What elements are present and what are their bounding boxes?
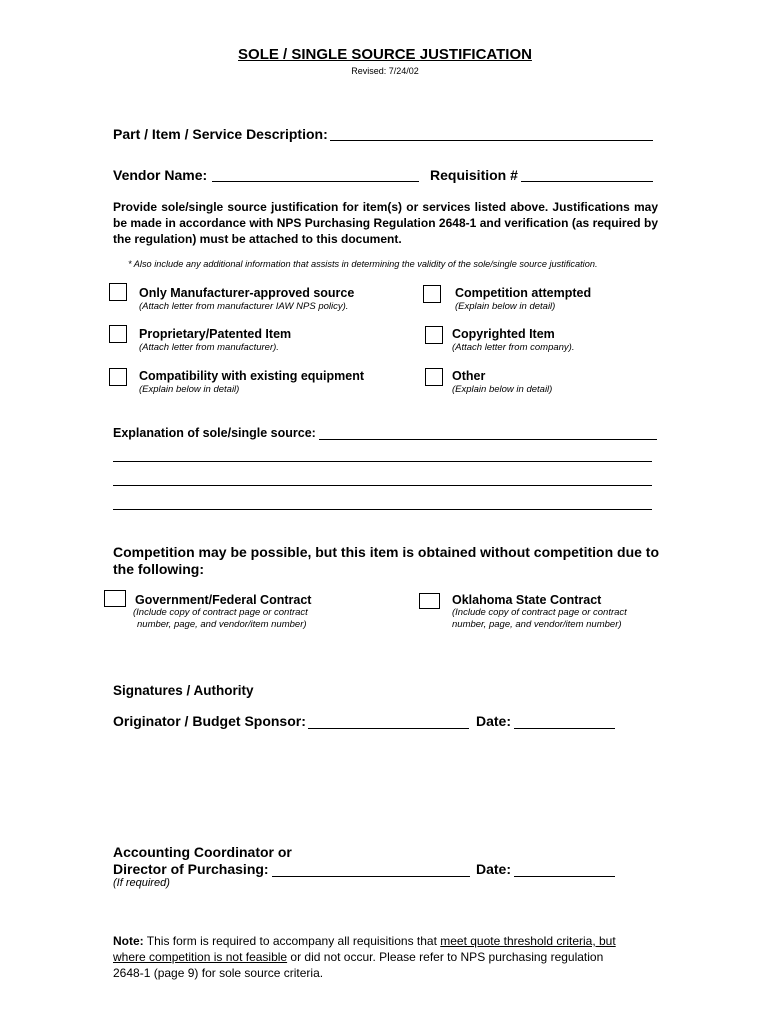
originator-signature-field[interactable] [308,728,469,729]
instructions-note: * Also include any additional information that assists in determining the validity of the sole/single source justification. [128,259,598,269]
originator-date-field[interactable] [514,728,615,729]
vendor-name-field[interactable] [212,181,419,182]
vendor-name-label: Vendor Name: [113,167,208,183]
checkbox-compatibility[interactable] [109,368,127,386]
accounting-date-label: Date: [476,861,512,877]
option-label-government-contract: Government/Federal Contract [135,593,312,607]
signatures-heading: Signatures / Authority [113,683,254,698]
accounting-date-field[interactable] [514,876,615,877]
requisition-label: Requisition # [430,167,518,183]
instructions-paragraph: Provide sole/single source justification for item(s) or services listed above. Justifications may be made in accordance with NPS Purchasing Regulation 2648-1 and verification (as required by the regulation) must be attached to this document. [113,200,658,246]
option-sub-government-contract-2: number, page, and vendor/item number) [137,619,307,630]
originator-date-label: Date: [476,713,512,729]
part-description-label: Part / Item / Service Description: [113,126,328,142]
checkbox-competition-attempted[interactable] [423,285,441,303]
option-sub-oklahoma-contract-2: number, page, and vendor/item number) [452,619,622,630]
footer-note-prefix: Note: [113,934,144,948]
form-title: SOLE / SINGLE SOURCE JUSTIFICATION [238,46,532,63]
footer-note [113,933,673,981]
option-label-only-manufacturer: Only Manufacturer-approved source [139,286,355,300]
checkbox-proprietary[interactable] [109,325,127,343]
footer-note-line-3: 2648-1 (page 9) for sole source criteria. [113,966,324,980]
checkbox-government-contract[interactable] [104,590,126,607]
option-label-proprietary: Proprietary/Patented Item [139,327,292,341]
originator-label: Originator / Budget Sponsor: [113,713,306,729]
option-sub-oklahoma-contract-1: (Include copy of contract page or contract [452,607,627,618]
explanation-field-3[interactable] [113,485,652,486]
competition-heading-1: Competition may be possible, but this item is obtained without competition due to [113,544,660,560]
footer-note-text-1: This form is required to accompany all requisitions that [143,934,441,948]
explanation-label: Explanation of sole/single source: [113,426,316,440]
option-label-other: Other [452,369,486,383]
option-label-competition-attempted: Competition attempted [455,286,592,300]
footer-note-underlined-2: where competition is not feasible [113,950,288,964]
revised-date: Revised: 7/24/02 [351,66,419,76]
option-label-oklahoma-contract: Oklahoma State Contract [452,593,602,607]
requisition-field[interactable] [521,181,653,182]
checkbox-copyrighted[interactable] [425,326,443,344]
footer-note-text-2: or did not occur. Please refer to NPS purchasing regulation [287,950,604,964]
part-description-field[interactable] [330,140,653,141]
accounting-label-1: Accounting Coordinator or [113,844,292,860]
option-label-compatibility: Compatibility with existing equipment [139,369,365,383]
accounting-label-2: Director of Purchasing: [113,861,269,877]
option-sub-government-contract-1: (Include copy of contract page or contract [133,607,308,618]
checkbox-other[interactable] [425,368,443,386]
explanation-field-4[interactable] [113,509,652,510]
option-sub-only-manufacturer: (Attach letter from manufacturer IAW NPS policy). [139,301,349,312]
explanation-field-1[interactable] [319,439,657,440]
option-sub-compatibility: (Explain below in detail) [139,384,240,395]
checkbox-oklahoma-contract[interactable] [419,593,440,609]
footer-note-underlined-1: meet quote threshold criteria, but [440,934,616,948]
if-required-note: (If required) [113,877,170,889]
explanation-field-2[interactable] [113,461,652,462]
option-sub-proprietary: (Attach letter from manufacturer). [139,342,279,353]
checkbox-only-manufacturer[interactable] [109,283,127,301]
option-sub-other: (Explain below in detail) [452,384,553,395]
accounting-signature-field[interactable] [272,876,470,877]
option-sub-copyrighted: (Attach letter from company). [452,342,575,353]
competition-heading-2: the following: [113,561,204,577]
option-sub-competition-attempted: (Explain below in detail) [455,301,556,312]
option-label-copyrighted: Copyrighted Item [452,327,555,341]
